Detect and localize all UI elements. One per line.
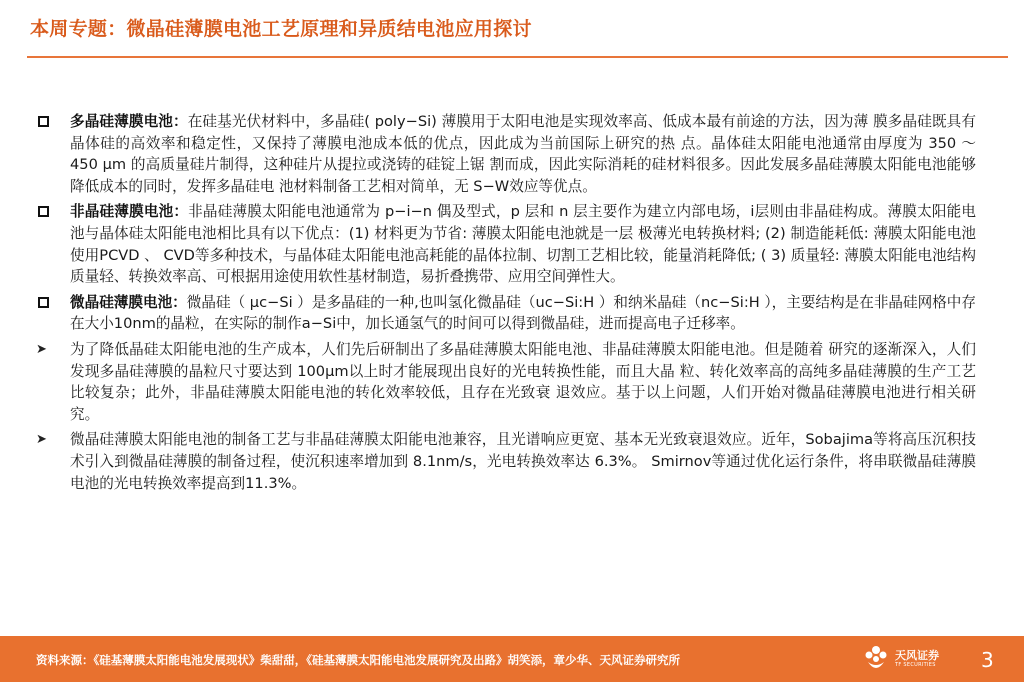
bullet-text: 微晶硅（ μc−Si ）是多晶硅的一种,也叫氢化微晶硅（uc−Si:H ）和纳米晶硅（nc−Si:H ），主要结构是在非晶硅网格中存在大小10nm的晶粒，在实际的制作a−Si中，加长通氢气的时间可以得到微晶硅，进而提高电子迁移率。	[70, 293, 976, 333]
logo-text: 天风证券	[895, 649, 939, 662]
slide-title: 本周专题：微晶硅薄膜电池工艺原理和异质结电池应用探讨	[30, 18, 532, 40]
bullet-item	[36, 339, 976, 425]
square-bullet-icon	[38, 206, 49, 217]
bullet-text: 微晶硅薄膜太阳能电池的制备工艺与非晶硅薄膜太阳能电池兼容，且光谱响应更宽、基本无光致衰退效应。近年，Sobajima等将高压沉积技术引入到微晶硅薄膜的制备过程，使沉积速率增加到 8.1nm/s，光电转换效率达 6.3%。 Smirnov等通过优化运行条件，将串联微晶硅薄膜电池的光电转换效率提高到11.3%。	[70, 431, 976, 492]
tianfeng-logo-icon	[862, 644, 890, 674]
bullet-text: 在硅基光伏材料中，多晶硅( poly−Si) 薄膜用于太阳电池是实现效率高、低成本最有前途的方法，因为薄 膜多晶硅既具有晶体硅的高效率和稳定性，又保持了薄膜电池成本低的优点，因此成为当前国际上研究的热 点。晶体硅太阳能电池通常由厚度为 350 ～ 450 μm 的高质量硅片制得，这种硅片从提拉或浇铸的硅锭上锯 割而成，因此实际消耗的硅材料很多。因此发展多晶硅薄膜太阳能电池能够降低成本的同时，发挥多晶硅电 池材料制备工艺相对简单，无 S−W效应等优点。	[70, 113, 976, 195]
square-bullet-icon	[38, 297, 49, 308]
page-number: 3	[981, 648, 994, 672]
bullet-lead: 多晶硅薄膜电池：	[70, 113, 188, 130]
square-bullet-icon	[38, 116, 49, 127]
company-logo	[862, 644, 952, 676]
slide-footer	[0, 636, 1024, 682]
title-divider	[27, 56, 1008, 58]
bullet-text: 非晶硅薄膜太阳能电池通常为 p−i−n 偶及型式，p 层和 n 层主要作为建立内部电场，i层则由非晶硅构成。薄膜太阳能电池与晶体硅太阳能电池相比具有以下优点：(1) 材料更为节省: 薄膜太阳能电池就是一层 极薄光电转换材料; (2) 制造能耗低: 薄膜太阳能电池使用PCVD 、 CVD等多种技术，与晶体硅太阳能电池高耗能的晶体拉制、切割工艺相比较，能量消耗降低; ( 3) 质量轻: 薄膜太阳能电池结构质量轻、转换效率高、可根据用途使用软性基材制造，易折叠携带、应用空间弹性大。	[70, 203, 976, 286]
bullet-item	[36, 292, 976, 335]
bullet-list	[36, 111, 976, 498]
bullet-item	[36, 111, 976, 197]
bullet-text: 为了降低晶硅太阳能电池的生产成本，人们先后研制出了多晶硅薄膜太阳能电池、非晶硅薄膜太阳能电池。但是随着 研究的逐渐深入，人们发现多晶硅薄膜的晶粒尺寸要达到 100μm以上时才能展现出良好的光电转换性能，而且大晶 粒、转化效率高的高纯多晶硅薄膜的生产工艺比较复杂；此外，非晶硅薄膜太阳能电池的转化效率较低，且存在光致衰 退效应。基于以上问题，人们开始对微晶硅薄膜电池进行相关研究。	[70, 340, 976, 423]
arrow-bullet-icon: ➤	[36, 432, 47, 448]
arrow-bullet-icon: ➤	[36, 341, 47, 357]
slide-header	[0, 0, 1024, 62]
bullet-lead: 微晶硅薄膜电池：	[70, 293, 187, 311]
bullet-item	[36, 201, 976, 287]
bullet-item	[36, 429, 976, 494]
source-note: 资料来源：《硅基薄膜太阳能电池发展现状》柴甜甜，《硅基薄膜太阳能电池发展研究及出路》胡笑添，章少华、天风证券研究所	[36, 653, 680, 667]
bullet-lead: 非晶硅薄膜电池：	[70, 203, 189, 221]
logo-subtext: TF SECURITIES	[895, 662, 936, 668]
